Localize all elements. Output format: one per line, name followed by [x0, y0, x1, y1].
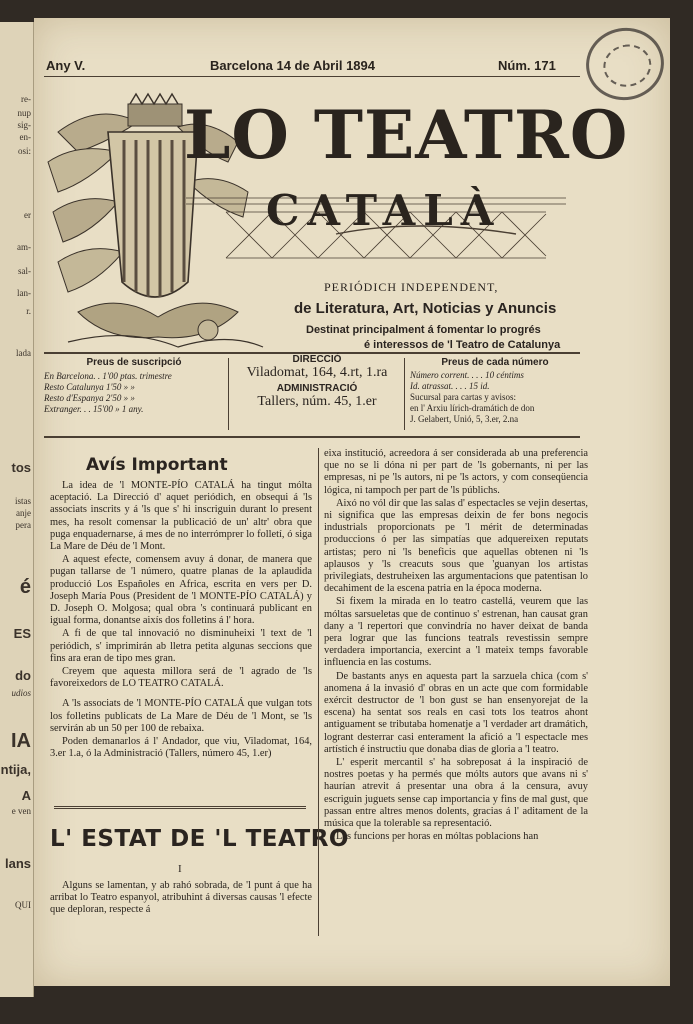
subscription-row: En Barcelona. . 1'00 ptas. trimestre	[44, 371, 172, 381]
fragment-text: am-	[17, 242, 31, 252]
estat-article-start	[50, 880, 312, 918]
tagline-independent: PERIÓDICH INDEPENDENT,	[324, 280, 499, 294]
avis-article	[50, 480, 312, 761]
article-paragraph: La idea de 'l MONTE-PÍO CATALÁ ha tingut mólta aceptació. La Direcció d' aquet periódich, en obsequi á 'ls associats inscrits y á 'ls que s' hi inscriguin durant lo present mes, ha resolt comensar la publicació de un' altr' obra que puga enquadernarse, á mes de no interrómprer lo folletí, ó siga La Mare de Déu de 'l Mont.	[50, 480, 312, 553]
article-paragraph: eixa institució, acreedora á ser considerada ab una preferencia que no se li dóna ni per part de 'ls gobernants, ni per las empresas, ni pe 'ls autors, ni pe 'ls actors, y com conseqüencia lógica, ni tampoch per part de 'ls públichs.	[324, 448, 588, 496]
fragment-text: e ven	[11, 806, 31, 816]
fragment-text: anje	[16, 508, 31, 518]
column-separator	[228, 358, 229, 430]
fragment-text: lan-	[17, 288, 31, 298]
estat-teatro-heading: L' ESTAT DE 'L TEATRO	[50, 826, 349, 852]
date-line: Barcelona 14 de Abril 1894	[210, 58, 375, 73]
fragment-text: nup	[17, 108, 31, 118]
article-paragraph: Creyem que aquesta millora será de 'l agrado de 'ls favoreixedors de LO TEATRO CATALÁ.	[50, 666, 312, 690]
issue-year: Any V.	[46, 58, 86, 73]
subscription-row: Extranger. . . 15'00 » 1 any.	[44, 404, 144, 414]
newspaper-subtitle: CATALÀ	[266, 186, 502, 235]
subscription-info-bar	[44, 354, 580, 434]
tagline-purpose-1: Destinat principalment á fomentar lo progrés	[306, 324, 541, 336]
fragment-text: QUI	[15, 900, 31, 910]
article-paragraph: Poden demanarlos á l' Andador, que viu, Viladomat, 164, 3.er 1.a, ó la Administració (Tallers, número 45, 1.er)	[50, 736, 312, 760]
subscription-box	[44, 354, 224, 434]
fragment-text: r.	[26, 306, 31, 316]
fragment-text: lans	[4, 856, 31, 871]
article-paragraph: A 'ls associats de 'l MONTE-PÍO CATALÁ que vulgan tots los folletins publicats de La Mare de Déu de 'l Mont, se 'ls servirán ab un 50 per 100 de rebaixa.	[50, 698, 312, 734]
tagline-subjects: de Literatura, Art, Noticias y Anuncis	[294, 300, 557, 317]
postmark-stamp	[580, 22, 669, 106]
direction-address: Viladomat, 164, 4.rt, 1.ra	[246, 365, 388, 380]
fragment-text: osi:	[17, 146, 31, 156]
subscription-row: Resto Catalunya 1'50 » »	[44, 382, 135, 392]
fragment-text: sal-	[18, 266, 31, 276]
fragment-text: tos	[11, 460, 31, 475]
article-paragraph: A aquest efecte, comensem avuy á donar, de manera que pugan tallarse de 'l número, quatre planas de la aplaudida producció Los Españoles en Africa, escrita en vers per D. Joseph María Pous (President de 'l MONTE-PÍO CATALÁ) y D. Joseph O. Molgosa; qual obra 's continuará publicant en igual forma, donantse aixís dos folletins á l' hora.	[50, 554, 312, 627]
fragment-text: A	[21, 788, 31, 803]
issue-number: Núm. 171	[498, 58, 556, 73]
fragment-text: udios	[11, 688, 31, 698]
fragment-text: ntija,	[0, 762, 31, 777]
price-row: Sucursal para cartas y avisos:	[410, 392, 516, 402]
subscription-row: Resto d'Espanya 2'50 » »	[44, 393, 135, 403]
price-box	[410, 354, 580, 434]
tagline-purpose-2: é interessos de 'l Teatro de Catalunya	[364, 339, 561, 351]
header-rule	[44, 76, 580, 77]
article-paragraph: De bastants anys en aquesta part la sarzuela chica (com s' anomena á la invasió d' obras en un acte que com formidable exércit destructor de 'l bon gust se han ensenyorejat de la escena) ha sentat sos reals en casi tots los teatros ahont antiguament se tributaba homenatje a 'l verdader art dramátich, logrant desterrar casi enterament la afició a 'l espectacle mes artístich é instructiu que donaba dias de gloria a 'l teatro.	[324, 670, 588, 755]
price-row: en l' Arxiu lírich-dramátich de don	[410, 403, 535, 413]
estat-article-continued	[324, 448, 588, 845]
price-row: Id. atrassat. . . . 15 id.	[410, 381, 490, 391]
price-row: Número corrent. . . . 10 céntims	[410, 370, 524, 380]
subscription-heading: Preus de suscripció	[86, 357, 182, 368]
administration-address: Tallers, núm. 45, 1.er	[257, 394, 377, 409]
direction-box	[234, 354, 400, 434]
price-heading: Preus de cada número	[441, 357, 549, 368]
administration-heading: ADMINISTRACIÓ	[276, 383, 358, 394]
section-rule	[54, 806, 306, 809]
direction-heading: DIRECCIÓ	[292, 354, 342, 365]
newspaper-title: LO TEATRO	[184, 96, 629, 174]
fragment-text: pera	[15, 520, 31, 530]
article-paragraph: Aixó no vól dir que las salas d' espectacles se vejin desertas, ni significa que las empresas deixin de fer bons negocis industrials proporcionats pe 'l mérit de determinadas produccions ó per las simpatías que adquereixen reputats artistas; pero ni 'ls beneficis que aquellas obtenen ni 'ls aplausos y 'ls creacuts sous que 'guanyan los artistas privilegiats, destruheixen las argumentacions que patentisan lo decahiment de la escena patria en la época moderna.	[324, 497, 588, 595]
info-rule-bottom	[44, 436, 580, 438]
fragment-text: IA	[11, 730, 31, 752]
fragment-text: re-	[21, 94, 31, 104]
fragment-text: sig-	[17, 120, 31, 130]
fragment-text: er	[24, 210, 31, 220]
article-paragraph: Alguns se lamentan, y ab rahó sobrada, de 'l punt á que ha arribat lo Teatro espanyol, atribuhint á diversas causas 'l efecte que deploran, respecte á	[50, 880, 312, 916]
article-paragraph: Las funcions per horas en móltas poblacions han	[336, 831, 539, 843]
article-paragraph: Si fixem la mirada en lo teatro castellá, veurem que las móltas sarsueletas que de continuo s' estrenan, han causat gran dany a 'l repertori que convindría no haver deixat de banda pera lograr que las funcions teatrals revestissin sempre verdadera importancia, exercint a 'l mateix temps favorable influencia en las costums.	[324, 596, 588, 669]
price-row: J. Gelabert, Unió, 5, 3.er, 2.na	[410, 414, 519, 424]
avis-important-heading: Avís Important	[86, 455, 228, 475]
previous-page-edge	[0, 22, 34, 997]
fragment-text: istas	[14, 496, 31, 506]
article-paragraph: A fi de que tal innovació no disminuheixi 'l text de 'l periódich, s' imprimirán ab lletra petita algunas seccions que fins ara eran de tipo mes gran.	[50, 628, 312, 664]
column-separator	[404, 358, 405, 430]
column-divider	[318, 448, 319, 936]
fragment-text: é	[19, 576, 31, 598]
fragment-text: lada	[16, 348, 31, 358]
fragment-text: do	[15, 668, 31, 683]
newspaper-page	[34, 18, 670, 986]
section-number: I	[178, 863, 182, 875]
fragment-text: en-	[19, 132, 31, 142]
article-paragraph: L' esperit mercantil s' ha sobreposat á la inspiració de nostres poetas y ha permés que mólts autors que avans ni s' haurían atrevit á presentar una obra á la censura, avuy escriguin juguets sense cap importancia y fins de mal gust, que passan entre altres menos dolents, gracias á l' aditament de la música que la tolerable sa representació.	[324, 757, 588, 830]
fragment-text: ES	[13, 626, 31, 641]
